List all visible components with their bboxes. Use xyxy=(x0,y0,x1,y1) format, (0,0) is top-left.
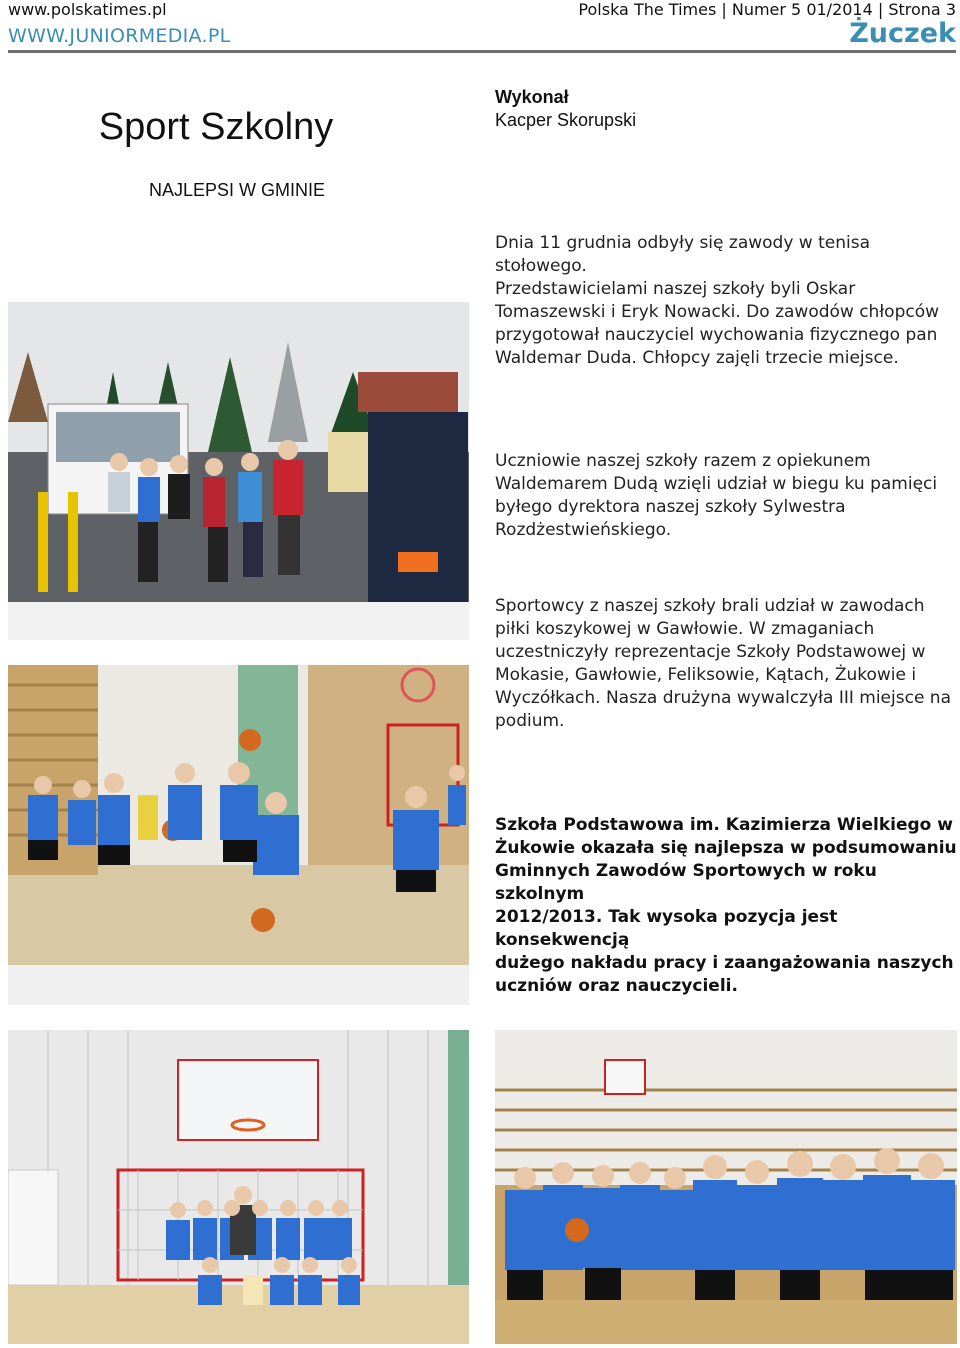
text-line: Waldemar Duda. Chłopcy zajęli trzecie miejsce. xyxy=(495,348,899,368)
text-line: uczniów oraz nauczycieli. xyxy=(495,976,738,996)
text-line: Rozdżestwieńskiego. xyxy=(495,520,672,540)
photo-basketball-practice xyxy=(8,665,469,1005)
paragraph-basketball xyxy=(495,595,957,733)
paragraph-summary xyxy=(495,814,957,998)
text-line: Dnia 11 grudnia odbyły się zawody w tenisa stołowego. xyxy=(495,233,870,276)
header-rule xyxy=(8,50,956,53)
author-name: Kacper Skorupski xyxy=(495,110,637,130)
text-line: Szkoła Podstawowa im. Kazimierza Wielkiego w xyxy=(495,815,953,835)
paper-title: Żuczek xyxy=(849,18,956,49)
text-line: 2012/2013. Tak wysoka pozycja jest konsekwencją xyxy=(495,907,838,950)
text-line: Wyczółkach. Nasza drużyna wywalczyła III miejsce na xyxy=(495,688,951,708)
text-line: Żukowie okazała się najlepsza w podsumowaniu xyxy=(495,838,957,858)
site-url[interactable]: www.polskatimes.pl xyxy=(8,0,167,19)
photo-team-lineup xyxy=(495,1030,957,1344)
text-line: Gminnych Zawodów Sportowych w roku szkolnym xyxy=(495,861,877,904)
article-subtitle: NAJLEPSI W GMINIE xyxy=(148,180,326,200)
brand-url[interactable]: WWW.JUNIORMEDIA.PL xyxy=(8,25,231,47)
photo-memorial-run xyxy=(8,302,469,640)
text-line: Waldemarem Dudą wzięli udział w biegu ku pamięci xyxy=(495,474,938,494)
article-title: Sport Szkolny xyxy=(98,106,334,148)
issue-info: Polska The Times | Numer 5 01/2014 | Strona 3 xyxy=(578,0,956,19)
text-line: dużego nakładu pracy i zaangażowania naszych xyxy=(495,953,954,973)
text-line: przygotował nauczyciel wychowania fizycznego pan xyxy=(495,325,938,345)
text-line: piłki koszykowej w Gawłowie. W zmaganiach xyxy=(495,619,875,639)
text-line: Mokasie, Gawłowie, Feliksowie, Kątach, Żukowie i xyxy=(495,665,917,685)
paragraph-memorial-run xyxy=(495,450,957,542)
text-line: Tomaszewski i Eryk Nowacki. Do zawodów chłopców xyxy=(495,302,940,322)
text-line: Sportowcy z naszej szkoły brali udział w zawodach xyxy=(495,596,925,616)
text-line: Uczniowie naszej szkoły razem z opiekunem xyxy=(495,451,871,471)
text-line: byłego dyrektora naszej szkoły Sylwestra xyxy=(495,497,846,517)
text-line: uczestniczyły reprezentacje Szkoły Podstawowej w xyxy=(495,642,926,662)
author-label: Wykonał xyxy=(495,87,569,107)
text-line: Przedstawicielami naszej szkoły byli Oskar xyxy=(495,279,856,299)
text-line: podium. xyxy=(495,711,565,731)
photo-team-basket xyxy=(8,1030,469,1344)
paragraph-table-tennis xyxy=(495,232,957,370)
